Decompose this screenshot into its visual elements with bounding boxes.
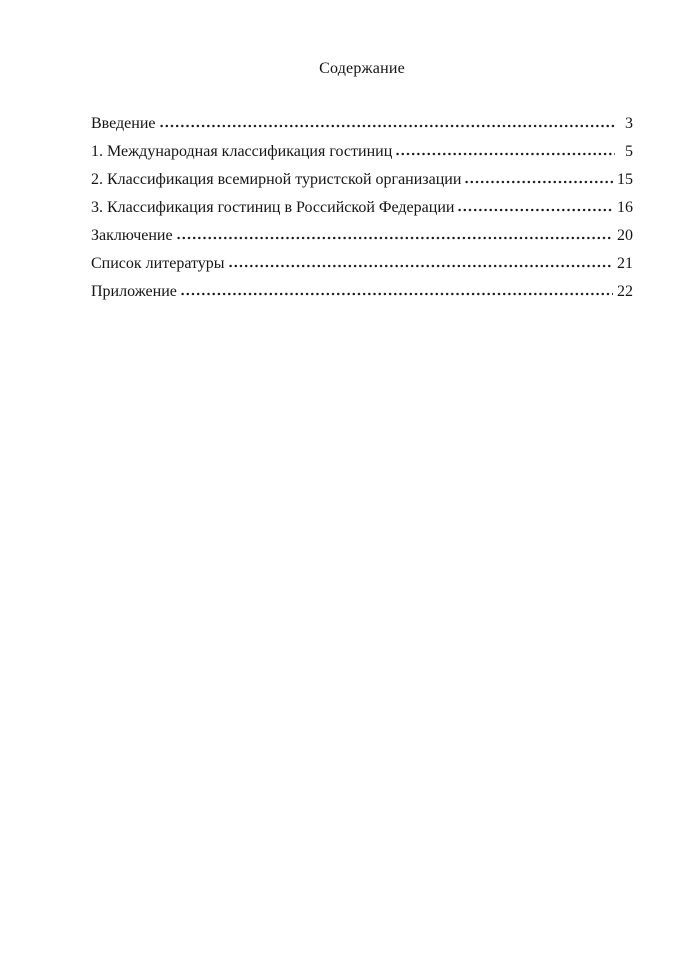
toc-page-number: 3 (625, 115, 633, 132)
toc-entry[interactable] (91, 110, 633, 138)
toc-page-number: 20 (617, 227, 633, 244)
toc-entry-label: Введение (91, 115, 156, 132)
toc-entry-label: 3. Классификация гостиниц в Российской Федерации (91, 199, 455, 216)
table-of-contents (91, 110, 633, 306)
toc-entry[interactable] (91, 250, 633, 278)
toc-dot-leader (176, 236, 613, 240)
toc-entry[interactable] (91, 278, 633, 306)
page-title: Содержание (319, 60, 405, 77)
toc-entry-label: Заключение (91, 227, 173, 244)
toc-entry[interactable] (91, 222, 633, 250)
toc-entry-label: Приложение (91, 283, 177, 300)
toc-entry[interactable] (91, 194, 633, 222)
toc-page-number: 15 (617, 171, 633, 188)
toc-entry-label: Список литературы (91, 255, 225, 272)
toc-dot-leader (180, 292, 613, 296)
toc-dot-leader (395, 152, 615, 156)
toc-entry[interactable] (91, 138, 633, 166)
toc-dot-leader (457, 208, 613, 212)
toc-page-number: 5 (625, 143, 633, 160)
toc-entry-label: 2. Классификация всемирной туристской организации (91, 171, 462, 188)
toc-entry[interactable] (91, 166, 633, 194)
toc-dot-leader (464, 180, 613, 184)
toc-page-number: 22 (617, 283, 633, 300)
toc-page-number: 16 (617, 199, 633, 216)
toc-page-number: 21 (617, 255, 633, 272)
toc-dot-leader (159, 124, 616, 128)
toc-entry-label: 1. Международная классификация гостиниц (91, 143, 393, 160)
toc-dot-leader (228, 264, 613, 268)
